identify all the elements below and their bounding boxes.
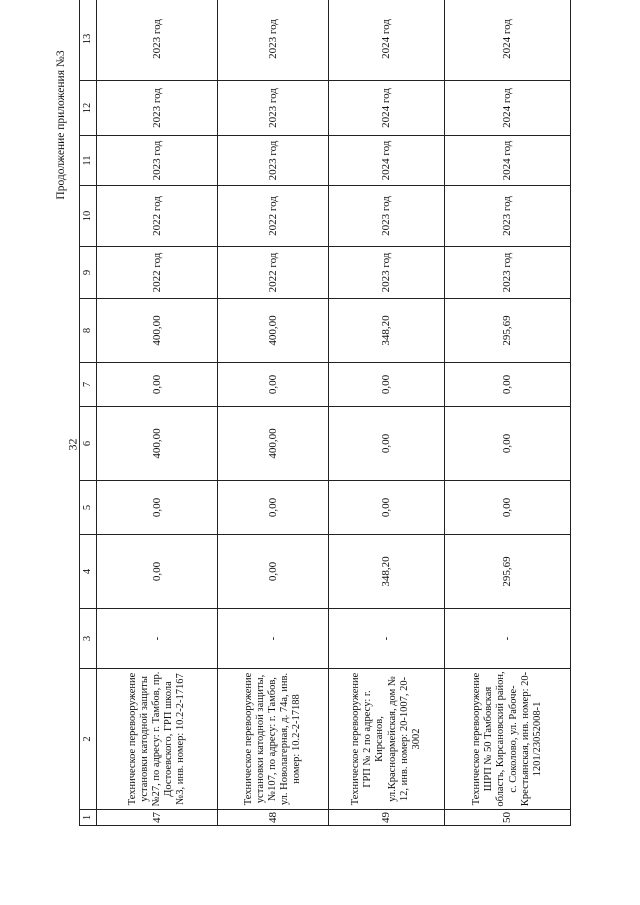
table-cell: 0,00 bbox=[97, 481, 218, 535]
table-cell: 2023 год bbox=[218, 81, 329, 136]
table-row bbox=[445, 0, 571, 826]
table-cell: 2024 год bbox=[329, 81, 445, 136]
table-cell: 400,00 bbox=[97, 407, 218, 481]
table-cell: 295,69 bbox=[445, 535, 571, 609]
table-cell: 2022 год bbox=[97, 247, 218, 299]
row-number: 50 bbox=[445, 810, 571, 826]
table-cell: 2023 год bbox=[97, 81, 218, 136]
table-cell: 0,00 bbox=[97, 535, 218, 609]
table-cell: 2023 год bbox=[445, 186, 571, 247]
table-cell: 2023 год bbox=[97, 0, 218, 81]
table-cell: 2024 год bbox=[445, 81, 571, 136]
table-row bbox=[218, 0, 329, 826]
table-cell: 348,20 bbox=[329, 535, 445, 609]
header-row bbox=[80, 0, 97, 826]
table-cell: 2022 год bbox=[218, 186, 329, 247]
row-number: 47 bbox=[97, 810, 218, 826]
table-cell: 0,00 bbox=[218, 535, 329, 609]
column-header: 13 bbox=[80, 0, 97, 81]
table-cell: 0,00 bbox=[329, 481, 445, 535]
continuation-title: Продолжение приложения №3 bbox=[55, 50, 67, 200]
row-number: 48 bbox=[218, 810, 329, 826]
table-cell: - bbox=[97, 609, 218, 669]
table-row bbox=[329, 0, 445, 826]
appendix-table bbox=[79, 19, 589, 826]
object-description: Техническое перевооружение ШРП № 50 Тамбовская область, Кирсановский район, с. Соколово, ул. Рабоче-Крестьянская, инв. номер: 20-1201/23052008-1 bbox=[445, 669, 571, 810]
column-header: 2 bbox=[80, 669, 97, 810]
column-header: 6 bbox=[80, 407, 97, 481]
object-description: Техническое перевооружение установки катодной защиты №27, по адресу: г. Тамбов, пр. Достоевского, ГРП школа №3, инв. номер: 10.2-2-17167 bbox=[97, 669, 218, 810]
table-cell: 2024 год bbox=[329, 136, 445, 186]
table-cell: 2022 год bbox=[97, 186, 218, 247]
table-row bbox=[97, 0, 218, 826]
column-header: 10 bbox=[80, 186, 97, 247]
table-cell: 2023 год bbox=[329, 247, 445, 299]
table-cell: 2024 год bbox=[445, 0, 571, 81]
page-number: 32 bbox=[65, 438, 80, 451]
table-cell: 0,00 bbox=[218, 363, 329, 407]
column-header: 5 bbox=[80, 481, 97, 535]
table-cell: 2023 год bbox=[97, 136, 218, 186]
table-cell: - bbox=[218, 609, 329, 669]
table-cell: 0,00 bbox=[218, 481, 329, 535]
table-cell: 2024 год bbox=[329, 0, 445, 81]
column-header: 9 bbox=[80, 247, 97, 299]
row-number: 49 bbox=[329, 810, 445, 826]
table-cell: 2023 год bbox=[218, 136, 329, 186]
table-cell: 0,00 bbox=[445, 481, 571, 535]
table-cell: 2024 год bbox=[445, 136, 571, 186]
table-cell: 0,00 bbox=[97, 363, 218, 407]
table-cell: 0,00 bbox=[329, 363, 445, 407]
table-cell: 2023 год bbox=[329, 186, 445, 247]
table-cell: 2022 год bbox=[218, 247, 329, 299]
column-header: 7 bbox=[80, 363, 97, 407]
table-cell: - bbox=[445, 609, 571, 669]
column-header: 8 bbox=[80, 299, 97, 363]
column-header: 11 bbox=[80, 136, 97, 186]
table-cell: - bbox=[329, 609, 445, 669]
table-cell: 0,00 bbox=[329, 407, 445, 481]
table-cell: 348,20 bbox=[329, 299, 445, 363]
table-cell: 2023 год bbox=[218, 0, 329, 81]
table-cell: 400,00 bbox=[218, 299, 329, 363]
table-cell: 2023 год bbox=[445, 247, 571, 299]
column-header: 12 bbox=[80, 81, 97, 136]
column-header: 1 bbox=[80, 810, 97, 826]
object-description: Техническое перевооружение установки катодной защиты, №107, по адресу: г. Тамбов, ул. Новолагерная, д. 74а, инв. номер: 10.2-2-17188 bbox=[218, 669, 329, 810]
column-header: 3 bbox=[80, 609, 97, 669]
table-cell: 0,00 bbox=[445, 407, 571, 481]
object-description: Техническое перевооружение ГРП № 2 по адресу: г. Кирсанов, ул.Красноармейская, дом № 12, инв. номер: 20-1007, 20-3002 bbox=[329, 669, 445, 810]
table-cell: 295,69 bbox=[445, 299, 571, 363]
data-table bbox=[79, 0, 571, 826]
table-cell: 400,00 bbox=[97, 299, 218, 363]
table-cell: 0,00 bbox=[445, 363, 571, 407]
column-header: 4 bbox=[80, 535, 97, 609]
table-cell: 400,00 bbox=[218, 407, 329, 481]
